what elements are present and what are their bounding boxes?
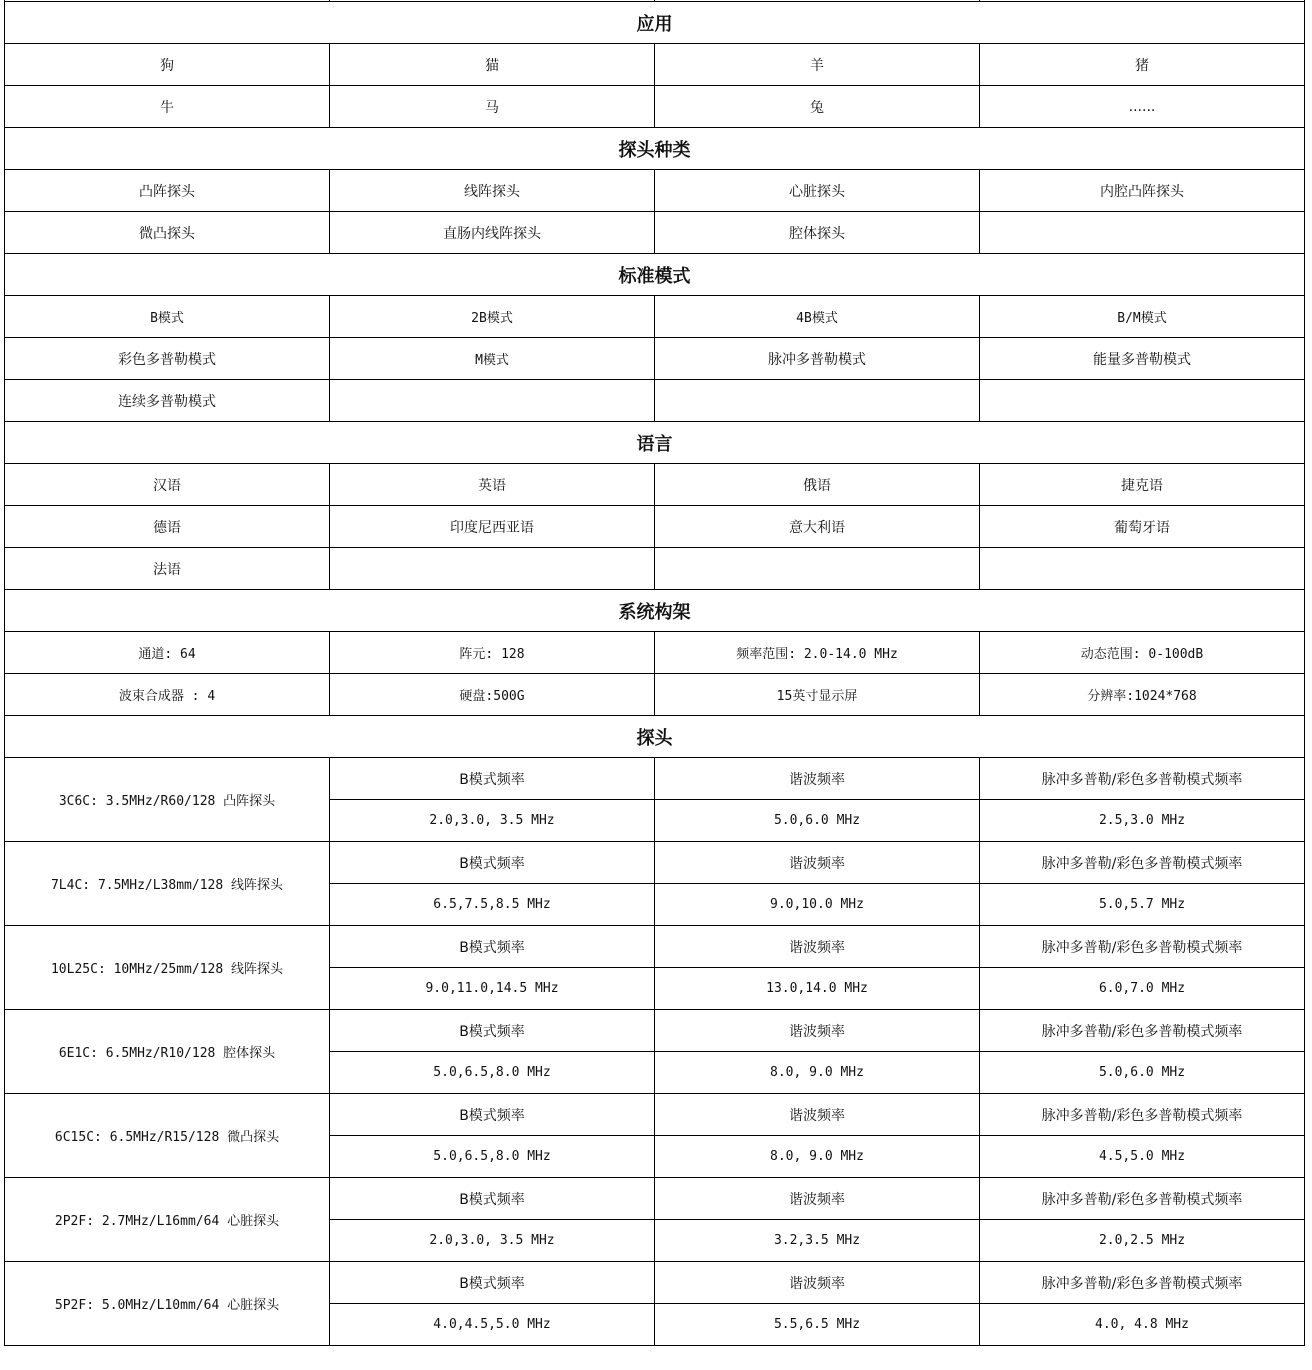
probe-frequency-value: 4.5,5.0 MHz (980, 1136, 1305, 1178)
probe-frequency-label: 脉冲多普勒/彩色多普勒模式频率 (980, 1262, 1305, 1304)
table-row (5, 212, 1305, 254)
table-cell: 腔体探头 (655, 212, 980, 254)
probe-frequency-label: 脉冲多普勒/彩色多普勒模式频率 (980, 1094, 1305, 1136)
table-cell: 法语 (5, 548, 330, 590)
probe-frequency-label: B模式频率 (330, 758, 655, 800)
table-cell: B/M模式 (980, 296, 1305, 338)
section-title: 应用 (5, 2, 1305, 44)
table-cell: 猪 (980, 44, 1305, 86)
table-cell: ...... (980, 86, 1305, 128)
table-cell: 心脏探头 (655, 170, 980, 212)
table-row (5, 170, 1305, 212)
probe-frequency-value: 8.0, 9.0 MHz (655, 1136, 980, 1178)
probe-frequency-value: 2.5,3.0 MHz (980, 800, 1305, 842)
probe-frequency-value: 5.0,6.5,8.0 MHz (330, 1052, 655, 1094)
probe-frequency-value: 5.0,5.7 MHz (980, 884, 1305, 926)
section-title: 语言 (5, 422, 1305, 464)
table-row (5, 86, 1305, 128)
table-cell (980, 380, 1305, 422)
table-cell (330, 380, 655, 422)
table-cell (980, 212, 1305, 254)
table-cell: 狗 (5, 44, 330, 86)
probe-frequency-label: B模式频率 (330, 1178, 655, 1220)
probe-frequency-value: 13.0,14.0 MHz (655, 968, 980, 1010)
table-cell: 通道: 64 (5, 632, 330, 674)
table-cell: 直肠内线阵探头 (330, 212, 655, 254)
system-architecture-header-row (5, 590, 1305, 632)
probe-frequency-value: 3.2,3.5 MHz (655, 1220, 980, 1262)
table-cell: 俄语 (655, 464, 980, 506)
table-cell: 连续多普勒模式 (5, 380, 330, 422)
table-cell: 意大利语 (655, 506, 980, 548)
spec-table (4, 0, 1305, 1346)
probe-frequency-value: 4.0, 4.8 MHz (980, 1304, 1305, 1346)
probe-frequency-label: B模式频率 (330, 926, 655, 968)
probe-frequency-value: 2.0,2.5 MHz (980, 1220, 1305, 1262)
table-cell: 兔 (655, 86, 980, 128)
application-header-row (5, 2, 1305, 44)
probe-label-row (5, 926, 1305, 968)
table-row (5, 44, 1305, 86)
probe-frequency-label: B模式频率 (330, 842, 655, 884)
probe-frequency-label: B模式频率 (330, 1262, 655, 1304)
table-cell (330, 548, 655, 590)
standard-modes-header-row (5, 254, 1305, 296)
probe-frequency-value: 2.0,3.0, 3.5 MHz (330, 800, 655, 842)
probe-name: 10L25C: 10MHz/25mm/128 线阵探头 (5, 926, 330, 1010)
table-cell: 2B模式 (330, 296, 655, 338)
probe-frequency-label: 脉冲多普勒/彩色多普勒模式频率 (980, 926, 1305, 968)
probe-name: 5P2F: 5.0MHz/L10mm/64 心脏探头 (5, 1262, 330, 1346)
probe-frequency-value: 8.0, 9.0 MHz (655, 1052, 980, 1094)
probe-frequency-label: 谐波频率 (655, 1178, 980, 1220)
probe-frequency-value: 4.0,4.5,5.0 MHz (330, 1304, 655, 1346)
probe-label-row (5, 1094, 1305, 1136)
table-cell: 脉冲多普勒模式 (655, 338, 980, 380)
table-cell: 15英寸显示屏 (655, 674, 980, 716)
probe-label-row (5, 758, 1305, 800)
table-cell: B模式 (5, 296, 330, 338)
languages-header-row (5, 422, 1305, 464)
table-cell: 4B模式 (655, 296, 980, 338)
table-cell: 葡萄牙语 (980, 506, 1305, 548)
table-cell: 马 (330, 86, 655, 128)
table-row (5, 464, 1305, 506)
probe-frequency-label: 谐波频率 (655, 1010, 980, 1052)
table-row (5, 506, 1305, 548)
probe-frequency-value: 5.5,6.5 MHz (655, 1304, 980, 1346)
probe-types-header-row (5, 128, 1305, 170)
section-title: 系统构架 (5, 590, 1305, 632)
table-cell: 分辨率:1024*768 (980, 674, 1305, 716)
probe-name: 6E1C: 6.5MHz/R10/128 腔体探头 (5, 1010, 330, 1094)
table-cell: 捷克语 (980, 464, 1305, 506)
table-cell: 英语 (330, 464, 655, 506)
table-cell: 动态范围: 0-100dB (980, 632, 1305, 674)
table-cell: 印度尼西亚语 (330, 506, 655, 548)
probe-label-row (5, 1262, 1305, 1304)
probe-frequency-label: 谐波频率 (655, 926, 980, 968)
table-cell: M模式 (330, 338, 655, 380)
table-row (5, 632, 1305, 674)
probe-frequency-value: 5.0,6.0 MHz (655, 800, 980, 842)
probe-frequency-value: 2.0,3.0, 3.5 MHz (330, 1220, 655, 1262)
table-row (5, 296, 1305, 338)
probe-frequency-value: 6.0,7.0 MHz (980, 968, 1305, 1010)
table-cell: 凸阵探头 (5, 170, 330, 212)
probe-frequency-value: 5.0,6.5,8.0 MHz (330, 1136, 655, 1178)
probe-name: 3C6C: 3.5MHz/R60/128 凸阵探头 (5, 758, 330, 842)
probe-frequency-value: 5.0,6.0 MHz (980, 1052, 1305, 1094)
probe-frequency-label: 脉冲多普勒/彩色多普勒模式频率 (980, 1010, 1305, 1052)
table-cell: 频率范围: 2.0-14.0 MHz (655, 632, 980, 674)
table-cell (655, 380, 980, 422)
table-cell: 硬盘:500G (330, 674, 655, 716)
table-row (5, 338, 1305, 380)
probe-name: 2P2F: 2.7MHz/L16mm/64 心脏探头 (5, 1178, 330, 1262)
probe-label-row (5, 1010, 1305, 1052)
table-cell: 牛 (5, 86, 330, 128)
probe-name: 7L4C: 7.5MHz/L38mm/128 线阵探头 (5, 842, 330, 926)
table-row (5, 380, 1305, 422)
probe-frequency-label: 谐波频率 (655, 1262, 980, 1304)
table-cell: 阵元: 128 (330, 632, 655, 674)
probe-frequency-value: 9.0,11.0,14.5 MHz (330, 968, 655, 1010)
table-cell: 内腔凸阵探头 (980, 170, 1305, 212)
table-cell (655, 548, 980, 590)
table-cell (980, 548, 1305, 590)
probe-frequency-label: B模式频率 (330, 1010, 655, 1052)
table-cell: 波束合成器 : 4 (5, 674, 330, 716)
probe-frequency-value: 6.5,7.5,8.5 MHz (330, 884, 655, 926)
table-cell: 线阵探头 (330, 170, 655, 212)
probe-label-row (5, 1178, 1305, 1220)
table-row (5, 674, 1305, 716)
probe-label-row (5, 842, 1305, 884)
section-title: 探头种类 (5, 128, 1305, 170)
table-cell: 德语 (5, 506, 330, 548)
probe-frequency-label: 谐波频率 (655, 1094, 980, 1136)
table-cell: 猫 (330, 44, 655, 86)
probe-frequency-label: B模式频率 (330, 1094, 655, 1136)
probe-frequency-value: 9.0,10.0 MHz (655, 884, 980, 926)
table-cell: 汉语 (5, 464, 330, 506)
table-cell: 彩色多普勒模式 (5, 338, 330, 380)
probe-frequency-label: 脉冲多普勒/彩色多普勒模式频率 (980, 1178, 1305, 1220)
table-cell: 羊 (655, 44, 980, 86)
probe-frequency-label: 脉冲多普勒/彩色多普勒模式频率 (980, 758, 1305, 800)
table-row (5, 548, 1305, 590)
table-cell: 微凸探头 (5, 212, 330, 254)
probe-frequency-label: 脉冲多普勒/彩色多普勒模式频率 (980, 842, 1305, 884)
probes-header-row (5, 716, 1305, 758)
section-title: 标准模式 (5, 254, 1305, 296)
probe-frequency-label: 谐波频率 (655, 842, 980, 884)
probe-frequency-label: 谐波频率 (655, 758, 980, 800)
table-cell: 能量多普勒模式 (980, 338, 1305, 380)
section-title: 探头 (5, 716, 1305, 758)
probe-name: 6C15C: 6.5MHz/R15/128 微凸探头 (5, 1094, 330, 1178)
